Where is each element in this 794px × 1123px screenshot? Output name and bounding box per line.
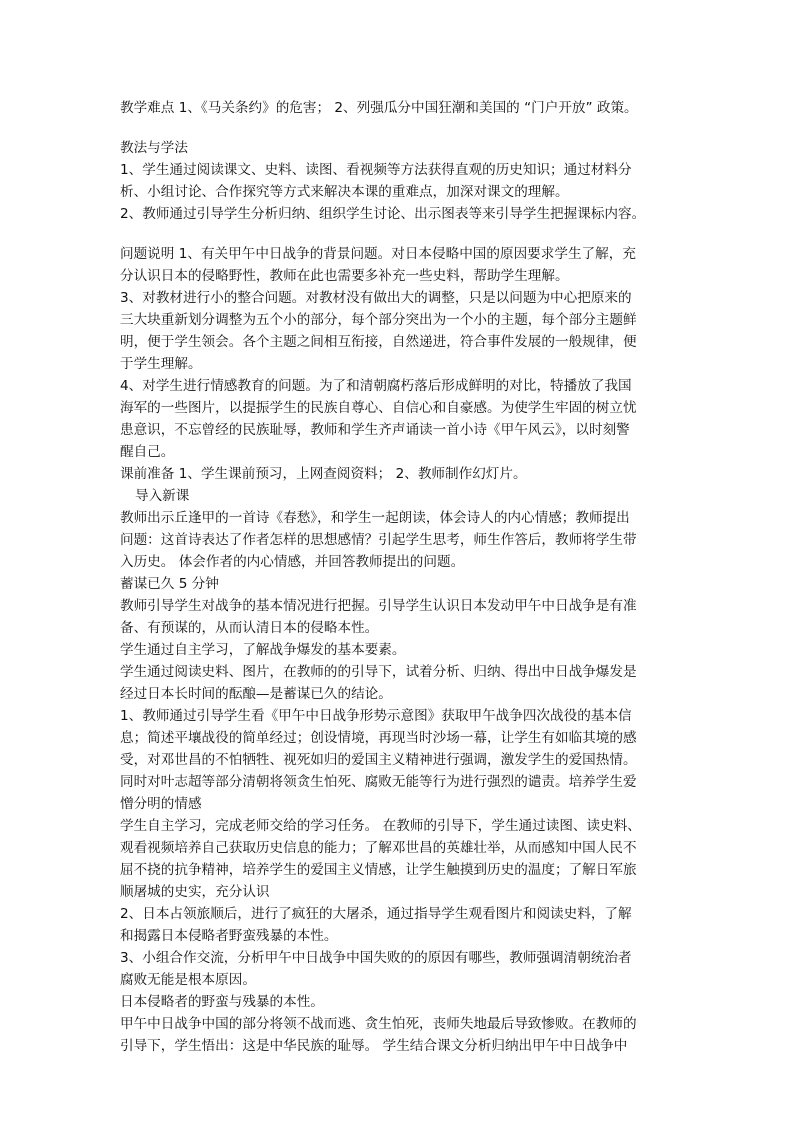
text-line: 腐败无能是根本原因。 — [120, 972, 256, 988]
text-line: 入历史。 体会作者的内心情感，并回答教师提出的问题。 — [120, 554, 465, 570]
text-line: 课前准备 1、学生课前预习，上网查阅资料； 2、教师制作幻灯片。 — [120, 466, 527, 482]
text-line: 备、有预谋的，从而认清日本的侵略本性。 — [120, 620, 379, 636]
text-line: 引导下，学生悟出：这是中华民族的耻辱。 学生结合课文分析归纳出甲午中日战争中 — [120, 1038, 628, 1054]
text-line: 同时对叶志超等部分清朝将领贪生怕死、腐败无能等行为进行强烈的谴责。培养学生爱 — [120, 774, 637, 790]
text-line: 学生自主学习，完成老师交给的学习任务。 在教师的引导下，学生通过读图、读史料、 — [120, 818, 641, 834]
text-line: 1、教师通过引导学生看《甲午中日战争形势示意图》获取甲午战争四次战役的基本信 — [120, 708, 632, 724]
text-line: 教师引导学生对战争的基本情况进行把握。引导学生认识日本发动甲午中日战争是有准 — [120, 598, 637, 614]
text-line: 醒自己。 — [120, 444, 175, 460]
text-line: 于学生理解。 — [120, 356, 202, 372]
text-line: 观看视频培养自己获取历史信息的能力；了解邓世昌的英雄壮举，从而感知中国人民不 — [120, 840, 637, 856]
section-heading: 教法与学法 — [120, 140, 188, 156]
text-line: 2、日本占领旅顺后，进行了疯狂的大屠杀，通过指导学生观看图片和阅读史料，了解 — [120, 906, 632, 922]
text-line: 明，便于学生领会。各个主题之间相互衔接，自然递进，符合事件发展的一般规律，便 — [120, 334, 637, 350]
text-line: 顺屠城的史实，充分认识 — [120, 884, 270, 900]
text-line: 3、小组合作交流，分析甲午中日战争中国失败的的原因有哪些，教师强调清朝统治者 — [120, 950, 632, 966]
text-line: 学生通过阅读史料、图片，在教师的的引导下，试着分析、归纳、得出中日战争爆发是 — [120, 664, 637, 680]
text-line: 海军的一些图片，以提振学生的民族自尊心、自信心和自豪感。为使学生牢固的树立忧 — [120, 400, 637, 416]
text-line: 1、学生通过阅读课文、史料、读图、看视频等方法获得直观的历史知识；通过材料分 — [120, 162, 632, 178]
text-line: 析、小组讨论、合作探究等方式来解决本课的重难点，加深对课文的理解。 — [120, 184, 569, 200]
text-line: 2、教师通过引导学生分析归纳、组织学生讨论、出示图表等来引导学生把握课标内容。 — [120, 206, 646, 222]
text-line: 经过日本长时间的酝酿—是蓄谋已久的结论。 — [120, 686, 392, 702]
section-heading: 蓄谋已久 5 分钟 — [120, 576, 219, 592]
section-heading: 导入新课 — [135, 488, 190, 504]
text-line: 息；简述平壤战役的简单经过；创设情境，再现当时沙场一幕，让学生有如临其境的感 — [120, 730, 637, 746]
text-line: 问题说明 1、有关甲午中日战争的背景问题。对日本侵略中国的原因要求学生了解，充 — [120, 246, 636, 262]
text-line: 教学难点 1、《马关条约》的危害； 2、列强瓜分中国狂潮和美国的 “门户开放” 政策。 — [120, 100, 638, 116]
text-line: 甲午中日战争中国的部分将领不战而逃、贪生怕死，丧师失地最后导致惨败。在教师的 — [120, 1016, 637, 1032]
text-line: 学生通过自主学习，了解战争爆发的基本要素。 — [120, 642, 406, 658]
text-line: 和揭露日本侵略者野蛮残暴的本性。 — [120, 928, 338, 944]
text-line: 3、对教材进行小的整合问题。对教材没有做出大的调整，只是以问题为中心把原来的 — [120, 290, 632, 306]
text-line: 三大块重新划分调整为五个小的部分，每个部分突出为一个小的主题，每个部分主题鲜 — [120, 312, 637, 328]
text-line: 4、对学生进行情感教育的问题。为了和清朝腐朽落后形成鲜明的对比，特播放了我国 — [120, 378, 632, 394]
text-line: 憎分明的情感 — [120, 796, 202, 812]
text-line: 屈不挠的抗争精神，培养学生的爱国主义情感，让学生触摸到历史的温度；了解日军旅 — [120, 862, 637, 878]
text-line: 受，对邓世昌的不怕牺牲、视死如归的爱国主义精神进行强调，激发学生的爱国热情。 — [120, 752, 637, 768]
text-line: 问题：这首诗表达了作者怎样的思想感情？引起学生思考，师生作答后，教师将学生带 — [120, 532, 637, 548]
text-line: 日本侵略者的野蛮与残暴的本性。 — [120, 994, 324, 1010]
text-line: 分认识日本的侵略野性，教师在此也需要多补充一些史料，帮助学生理解。 — [120, 268, 569, 284]
text-line: 患意识，不忘曾经的民族耻辱，教师和学生齐声诵读一首小诗《甲午风云》，以时刻警 — [120, 422, 630, 438]
text-line: 教师出示丘逢甲的一首诗《春愁》，和学生一起朗读，体会诗人的内心情感；教师提出 — [120, 510, 630, 526]
